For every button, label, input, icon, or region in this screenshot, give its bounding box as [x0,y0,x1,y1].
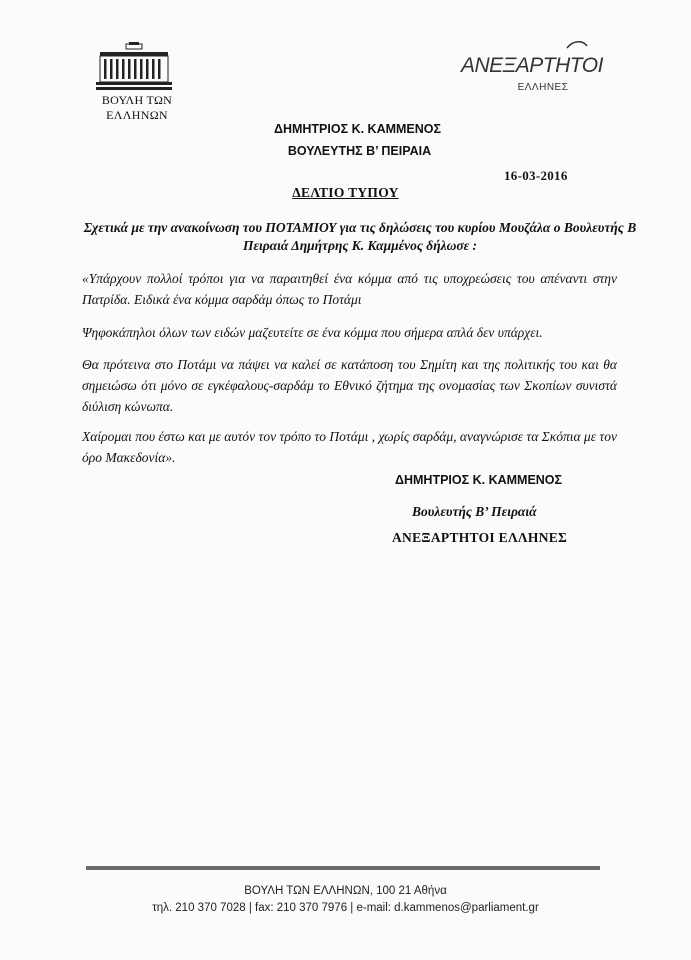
mp-title-heading: ΒΟΥΛΕΥΤΗΣ Β’ ΠΕΙΡΑΙΑ [287,144,432,158]
party-logo-text: ΑΝΕΞΑΡΤΗΤΟΙ [461,54,603,77]
statement-paragraph-2: Ψηφοκάπηλοι όλων των ειδών μαζευτείτε σε ένα κόμμα που σήμερα απλά δεν υπάρχει. [82,325,543,340]
statement-paragraph-1: «Υπάρχουν πολλοί τρόποι για να παραιτηθεί ένα κόμμα από τις υποχρεώσεις του απέναντι στην Πατρίδα. Ειδικά ένα κόμμα σαρδάμ όπως το Ποτάμι [82,271,617,307]
footer-divider [86,866,600,870]
signature-name: ΔΗΜΗΤΡΙΟΣ Κ. ΚΑΜΜΕΝΟΣ [395,473,563,487]
document-date: 16-03-2016 [504,168,568,183]
mp-name-heading: ΔΗΜΗΤΡΙΟΣ Κ. ΚΑΜΜΕΝΟΣ [273,122,442,136]
footer-contact: τηλ. 210 370 7028 | fax: 210 370 7976 | e-mail: d.kammenos@parliament.gr [152,902,539,914]
parliament-building-logo [96,42,172,90]
subject-line: Σχετικά με την ανακοίνωση του ΠΟΤΑΜΙΟΥ για τις δηλώσεις του κυρίου Μουζάλα ο Βουλευτής Β Πειραιά Δημήτρης Κ. Καμμένος δήλωσε : [83,220,637,253]
party-logo [455,38,605,86]
footer-address: ΒΟΥΛΗ ΤΩΝ ΕΛΛΗΝΩΝ, 100 21 Αθήνα [244,885,447,897]
signature-title: Βουλευτής Β’ Πειραιά [412,504,537,519]
statement-paragraph-4: Χαίρομαι που έστω και με αυτόν τον τρόπο το Ποτάμι , χωρίς σαρδάμ, αναγνώρισε τα Σκόπια με τον όρο Μακεδονία». [82,429,617,465]
party-logo-subtitle: ΕΛΛΗΝΕΣ [517,82,569,93]
signature-party: ΑΝΕΞΑΡΤΗΤΟΙ ΕΛΛΗΝΕΣ [392,530,568,545]
statement-paragraph-3: Θα πρότεινα στο Ποτάμι να πάψει να καλεί σε κατάποση του Σημίτη και της πολιτικής του και θα σημειώσω ότι μόνο σε εγκέφαλους-σαρδάμ το Εθνικό ζήτημα της ονομασίας των Σκοπίων συνιστά διύλιση κώνωπα. [82,357,617,414]
parliament-name: ΒΟΥΛΗ ΤΩΝ ΕΛΛΗΝΩΝ [101,93,173,122]
document-type-title: ΔΕΛΤΙΟ ΤΥΠΟΥ [292,185,399,200]
